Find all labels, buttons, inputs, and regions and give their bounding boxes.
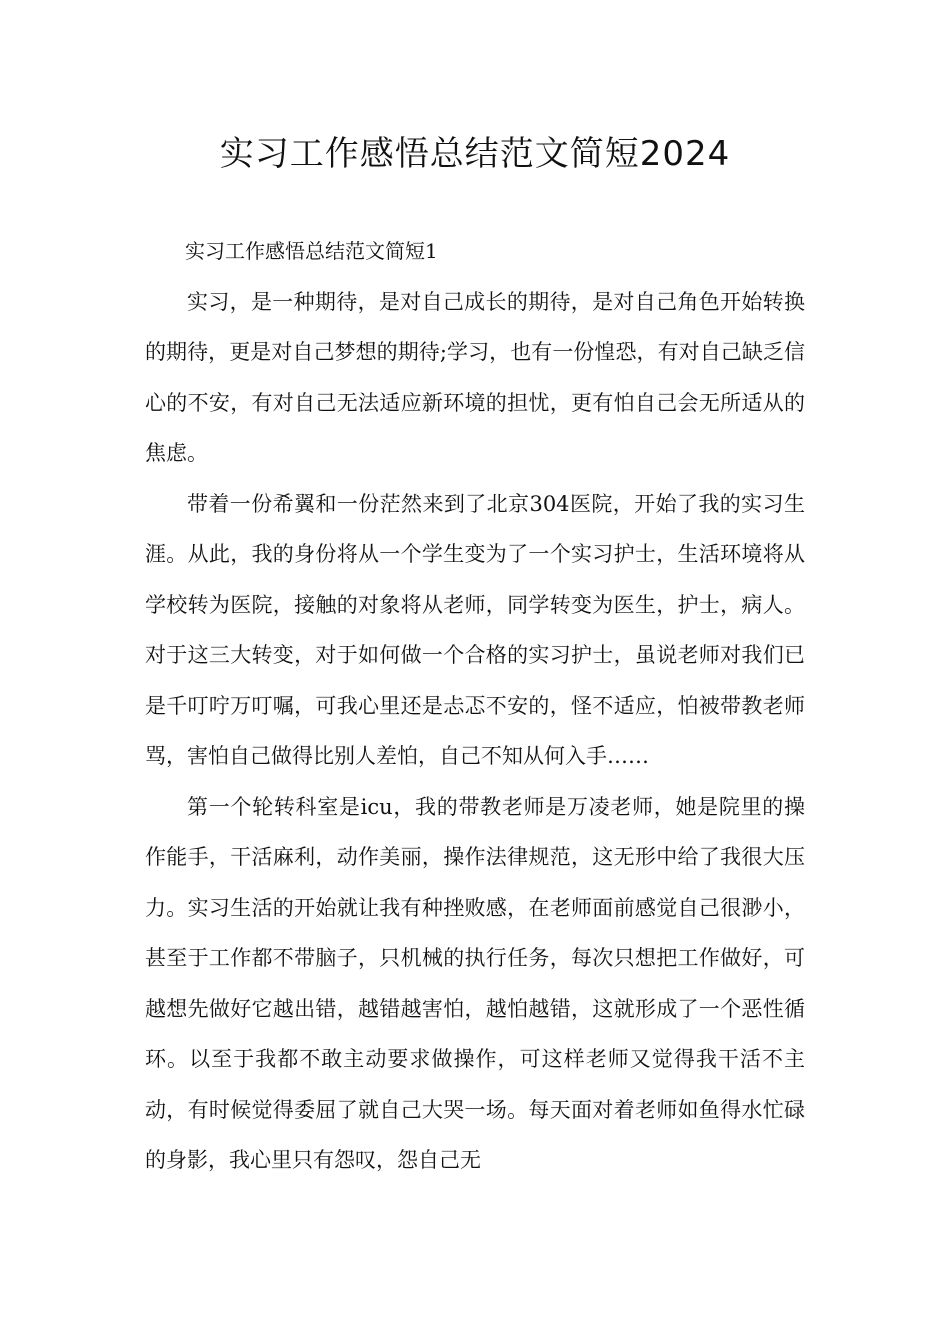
document-title: 实习工作感悟总结范文简短2024	[219, 134, 731, 174]
paragraph: 带着一份希翼和一份茫然来到了北京304医院，开始了我的实习生涯。从此，我的身份将从一个学生变为了一个实习护士，生活环境将从学校转为医院，接触的对象将从老师，同学转变为医生，护士，病人。对于这三大转变，对于如何做一个合格的实习护士，虽说老师对我们已是千叮咛万叮嘱，可我心里还是忐忑不安的，怪不适应，怕被带教老师骂，害怕自己做得比别人差怕，自己不知从何入手……	[145, 491, 805, 768]
section-heading: 实习工作感悟总结范文简短1	[185, 239, 438, 263]
paragraph: 实习，是一种期待，是对自己成长的期待，是对自己角色开始转换的期待，更是对自己梦想的期待;学习，也有一份惶恐，有对自己缺乏信心的不安，有对自己无法适应新环境的担忧，更有怕自己会无所适从的焦虑。	[145, 289, 805, 465]
document-body	[145, 226, 805, 1186]
paragraph: 第一个轮转科室是icu，我的带教老师是万凌老师，她是院里的操作能手，干活麻利，动作美丽，操作法律规范，这无形中给了我很大压力。实习生活的开始就让我有种挫败感，在老师面前感觉自己很渺小，甚至于工作都不带脑子，只机械的执行任务，每次只想把工作做好，可越想先做好它越出错，越错越害怕，越怕越错，这就形成了一个恶性循环。以至于我都不敢主动要求做操作，可这样老师又觉得我干活不主动，有时候觉得委屈了就自己大哭一场。每天面对着老师如鱼得水忙碌的身影，我心里只有怨叹，怨自己无	[145, 794, 805, 1172]
